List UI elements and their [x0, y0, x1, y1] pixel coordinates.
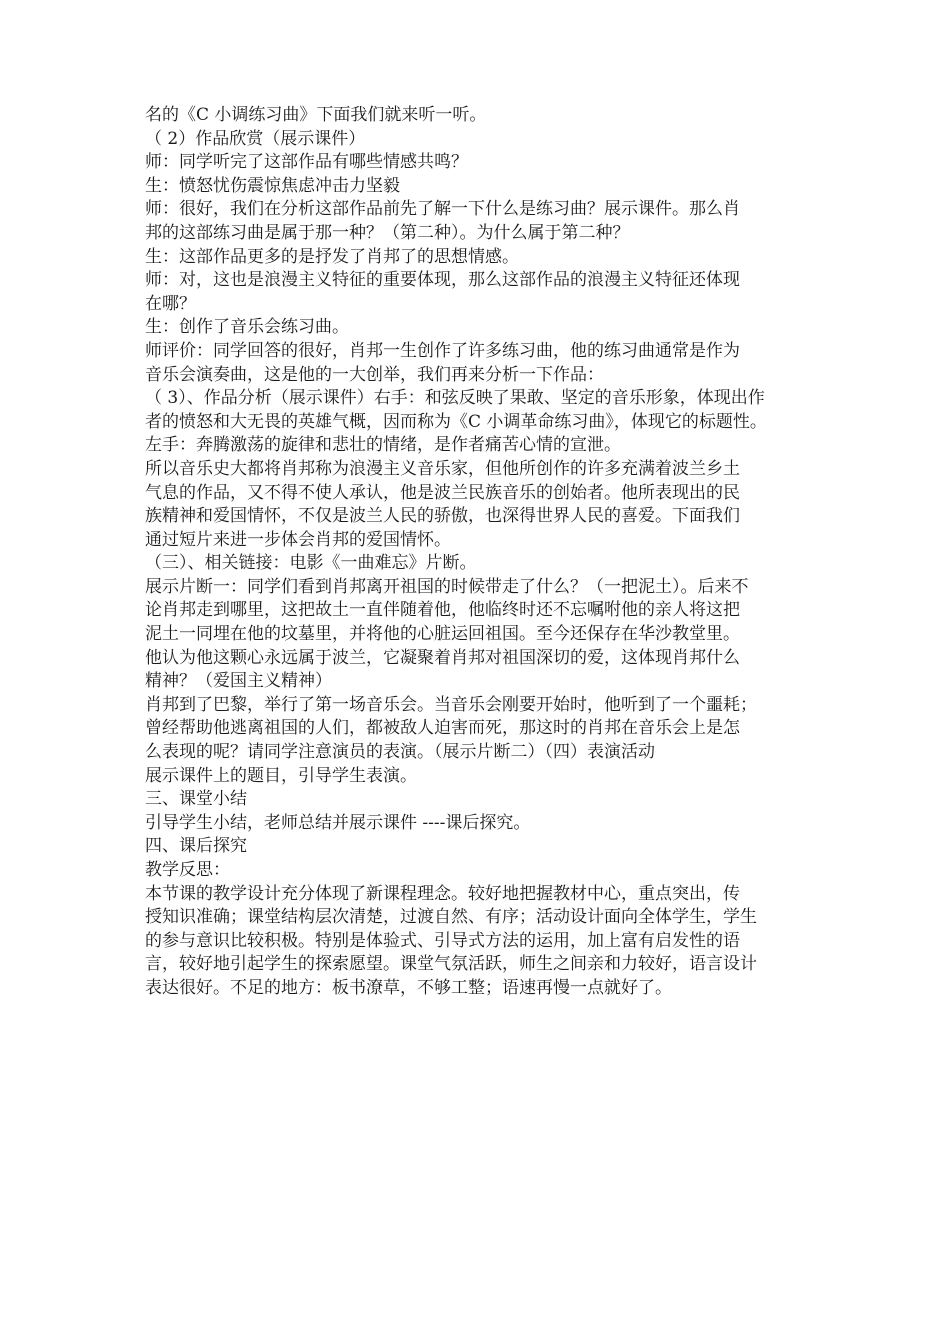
- text-line: （ 2）作品欣赏（展示课件）: [145, 128, 366, 149]
- text-line: 么表现的呢？请同学注意演员的表演。（展示片断二）（四）表演活动: [145, 742, 655, 763]
- document-body: [145, 104, 825, 1001]
- text-line: 本节课的教学设计充分体现了新课程理念。较好地把握教材中心，重点突出，传: [145, 883, 740, 904]
- text-line: 名的《C 小调练习曲》下面我们就来听一听。: [145, 105, 487, 125]
- section-heading: 教学反思：: [145, 860, 230, 880]
- text-line: 气息的作品，又不得不使人承认，他是波兰民族音乐的创始者。他所表现出的民: [145, 482, 740, 503]
- text-line: 论肖邦走到哪里，这把故土一直伴随着他，他临终时还不忘嘱咐他的亲人将这把: [145, 600, 740, 621]
- text-line: 精神？（爱国主义精神）: [145, 671, 332, 692]
- text-line: 生：创作了音乐会练习曲。: [145, 317, 349, 338]
- section-heading: 四、课后探究: [145, 836, 247, 857]
- text-line: 生：这部作品更多的是抒发了肖邦了的思想情感。: [145, 246, 519, 267]
- text-line: 的参与意识比较积极。特别是体验式、引导式方法的运用，加上富有启发性的语: [145, 930, 740, 951]
- text-line: 音乐会演奏曲，这是他的一大创举，我们再来分析一下作品：: [145, 364, 604, 385]
- text-line: 邦的这部练习曲是属于那一种？（第二种）。为什么属于第二种？: [145, 222, 630, 243]
- text-line: 生：愤怒忧伤震惊焦虑冲击力坚毅: [145, 175, 400, 196]
- text-line: 通过短片来进一步体会肖邦的爱国情怀。: [145, 529, 451, 550]
- text-line: 所以音乐史大都将肖邦称为浪漫主义音乐家，但他所创作的许多充满着波兰乡土: [145, 458, 740, 479]
- text-line: 泥土一同埋在他的坟墓里，并将他的心脏运回祖国。至今还保存在华沙教堂里。: [145, 624, 740, 645]
- section-heading: 三、课堂小结: [145, 789, 247, 810]
- text-line: 左手：奔腾激荡的旋律和悲壮的情绪，是作者痛苦心情的宣泄。: [145, 435, 621, 456]
- text-line: 师评价：同学回答的很好，肖邦一生创作了许多练习曲，他的练习曲通常是作为: [145, 340, 740, 361]
- text-line: 展示课件上的题目，引导学生表演。: [145, 765, 417, 786]
- text-line: 者的愤怒和大无畏的英雄气概，因而称为《C 小调革命练习曲》，体现它的标题性。: [145, 411, 767, 432]
- text-line: 肖邦到了巴黎，举行了第一场音乐会。当音乐会刚要开始时，他听到了一个噩耗；: [145, 694, 757, 715]
- text-line: 师：很好，我们在分析这部作品前先了解一下什么是练习曲？展示课件。那么肖: [145, 199, 740, 220]
- text-line: 师：同学听完了这部作品有哪些情感共鸣？: [145, 152, 468, 173]
- text-line: 表达很好。不足的地方：板书潦草，不够工整；语速再慢一点就好了。: [145, 977, 672, 998]
- text-line: 曾经帮助他逃离祖国的人们，都被敌人迫害而死，那这时的肖邦在音乐会上是怎: [145, 718, 740, 739]
- text-line: 展示片断一：同学们看到肖邦离开祖国的时候带走了什么？（一把泥土）。后来不: [145, 576, 749, 597]
- text-line: 师：对，这也是浪漫主义特征的重要体现，那么这部作品的浪漫主义特征还体现: [145, 270, 740, 291]
- text-line: 在哪？: [145, 293, 196, 314]
- text-line: （ 3）、作品分析（展示课件）右手：和弦反映了果敢、坚定的音乐形象，体现出作: [145, 388, 765, 409]
- text-line: 族精神和爱国情怀，不仅是波兰人民的骄傲，也深得世界人民的喜爱。下面我们: [145, 506, 740, 527]
- text-line: （三）、相关链接：电影《一曲难忘》片断。: [145, 553, 477, 574]
- text-line: 言，较好地引起学生的探索愿望。课堂气氛活跃，师生之间亲和力较好，语言设计: [145, 954, 757, 975]
- text-line: 引导学生小结，老师总结并展示课件 ----课后探究。: [145, 812, 531, 833]
- text-line: 他认为他这颗心永远属于波兰，它凝聚着肖邦对祖国深切的爱，这体现肖邦什么: [145, 647, 740, 668]
- text-line: 授知识准确；课堂结构层次清楚，过渡自然、有序；活动设计面向全体学生，学生: [145, 907, 757, 928]
